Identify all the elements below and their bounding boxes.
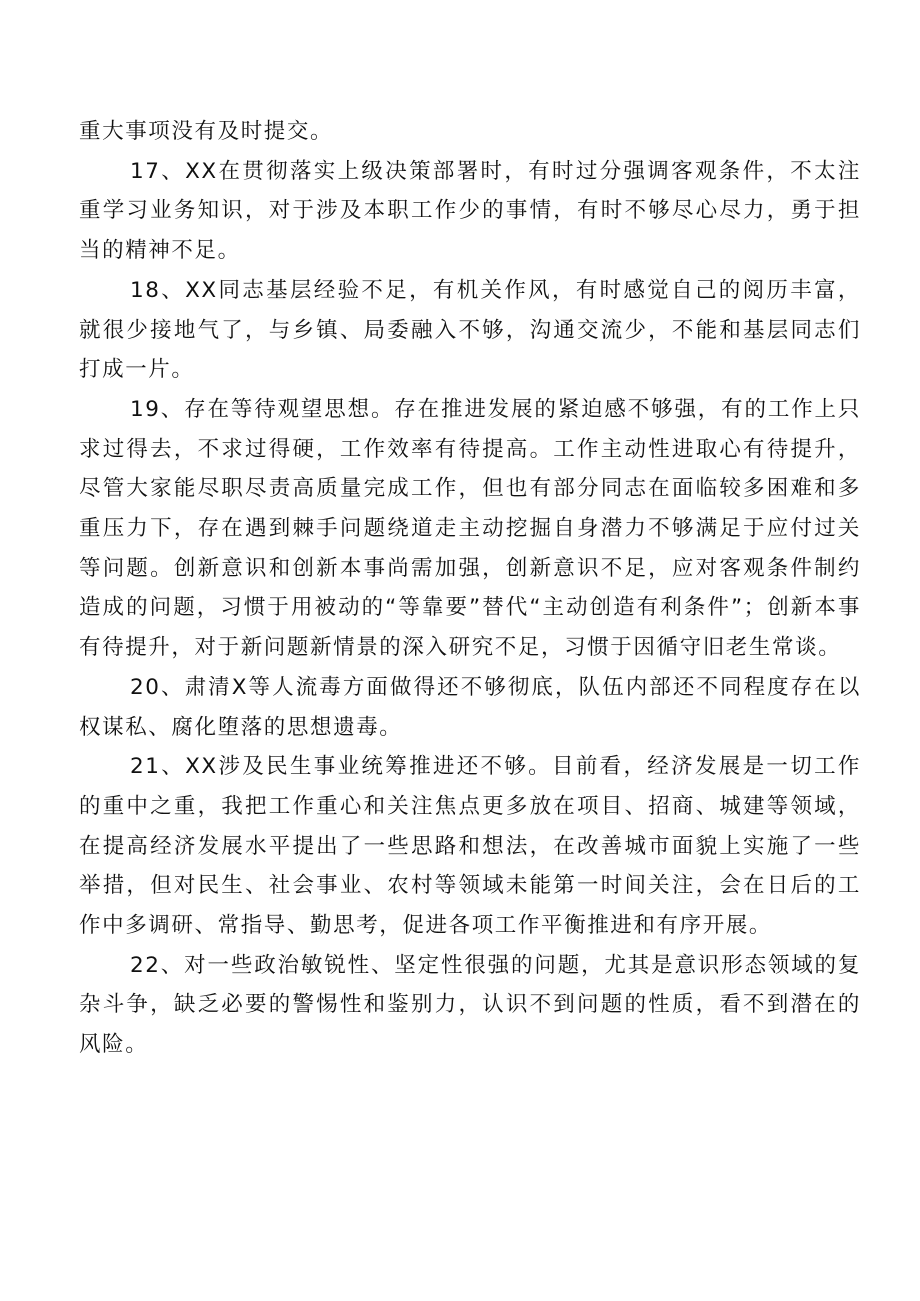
paragraph-18: 18、XX同志基层经验不足，有机关作风，有时感觉自己的阅历丰富，就很少接地气了，与乡镇、局委融入不够，沟通交流少，不能和基层同志们打成一片。 [79, 277, 861, 383]
paragraph-21: 21、XX涉及民生事业统筹推进还不够。目前看，经济发展是一切工作的重中之重，我把工作重心和关注焦点更多放在项目、招商、城建等领域，在提高经济发展水平提出了一些思路和想法，在改善城市面貌上实施了一些举措，但对民生、社会事业、农村等领域未能第一时间关注，会在日后的工作中多调研、常指导、勤思考，促进各项工作平衡推进和有序开展。 [79, 754, 861, 939]
paragraph-20: 20、肃清X等人流毒方面做得还不够彻底，队伍内部还不同程度存在以权谋私、腐化堕落的思想遗毒。 [79, 674, 861, 740]
paragraph-16-tail: 重大事项没有及时提交。 [79, 119, 334, 144]
paragraph-17: 17、XX在贯彻落实上级决策部署时，有时过分强调客观条件，不太注重学习业务知识，对于涉及本职工作少的事情，有时不够尽心尽力，勇于担当的精神不足。 [79, 158, 861, 264]
document-page [79, 112, 861, 1065]
paragraph-19: 19、存在等待观望思想。存在推进发展的紧迫感不够强，有的工作上只求过得去，不求过得硬，工作效率有待提高。工作主动性进取心有待提升，尽管大家能尽职尽责高质量完成工作，但也有部分同志在面临较多困难和多重压力下，存在遇到棘手问题绕道走主动挖掘自身潜力不够满足于应付过关等问题。创新意识和创新本事尚需加强，创新意识不足，应对客观条件制约造成的问题，习惯于用被动的“等靠要”替代“主动创造有利条件”；创新本事有待提升，对于新问题新情景的深入研究不足，习惯于因循守旧老生常谈。 [79, 396, 861, 661]
paragraph-22: 22、对一些政治敏锐性、坚定性很强的问题，尤其是意识形态领域的复杂斗争，缺乏必要的警惕性和鉴别力，认识不到问题的性质，看不到潜在的风险。 [79, 952, 861, 1058]
